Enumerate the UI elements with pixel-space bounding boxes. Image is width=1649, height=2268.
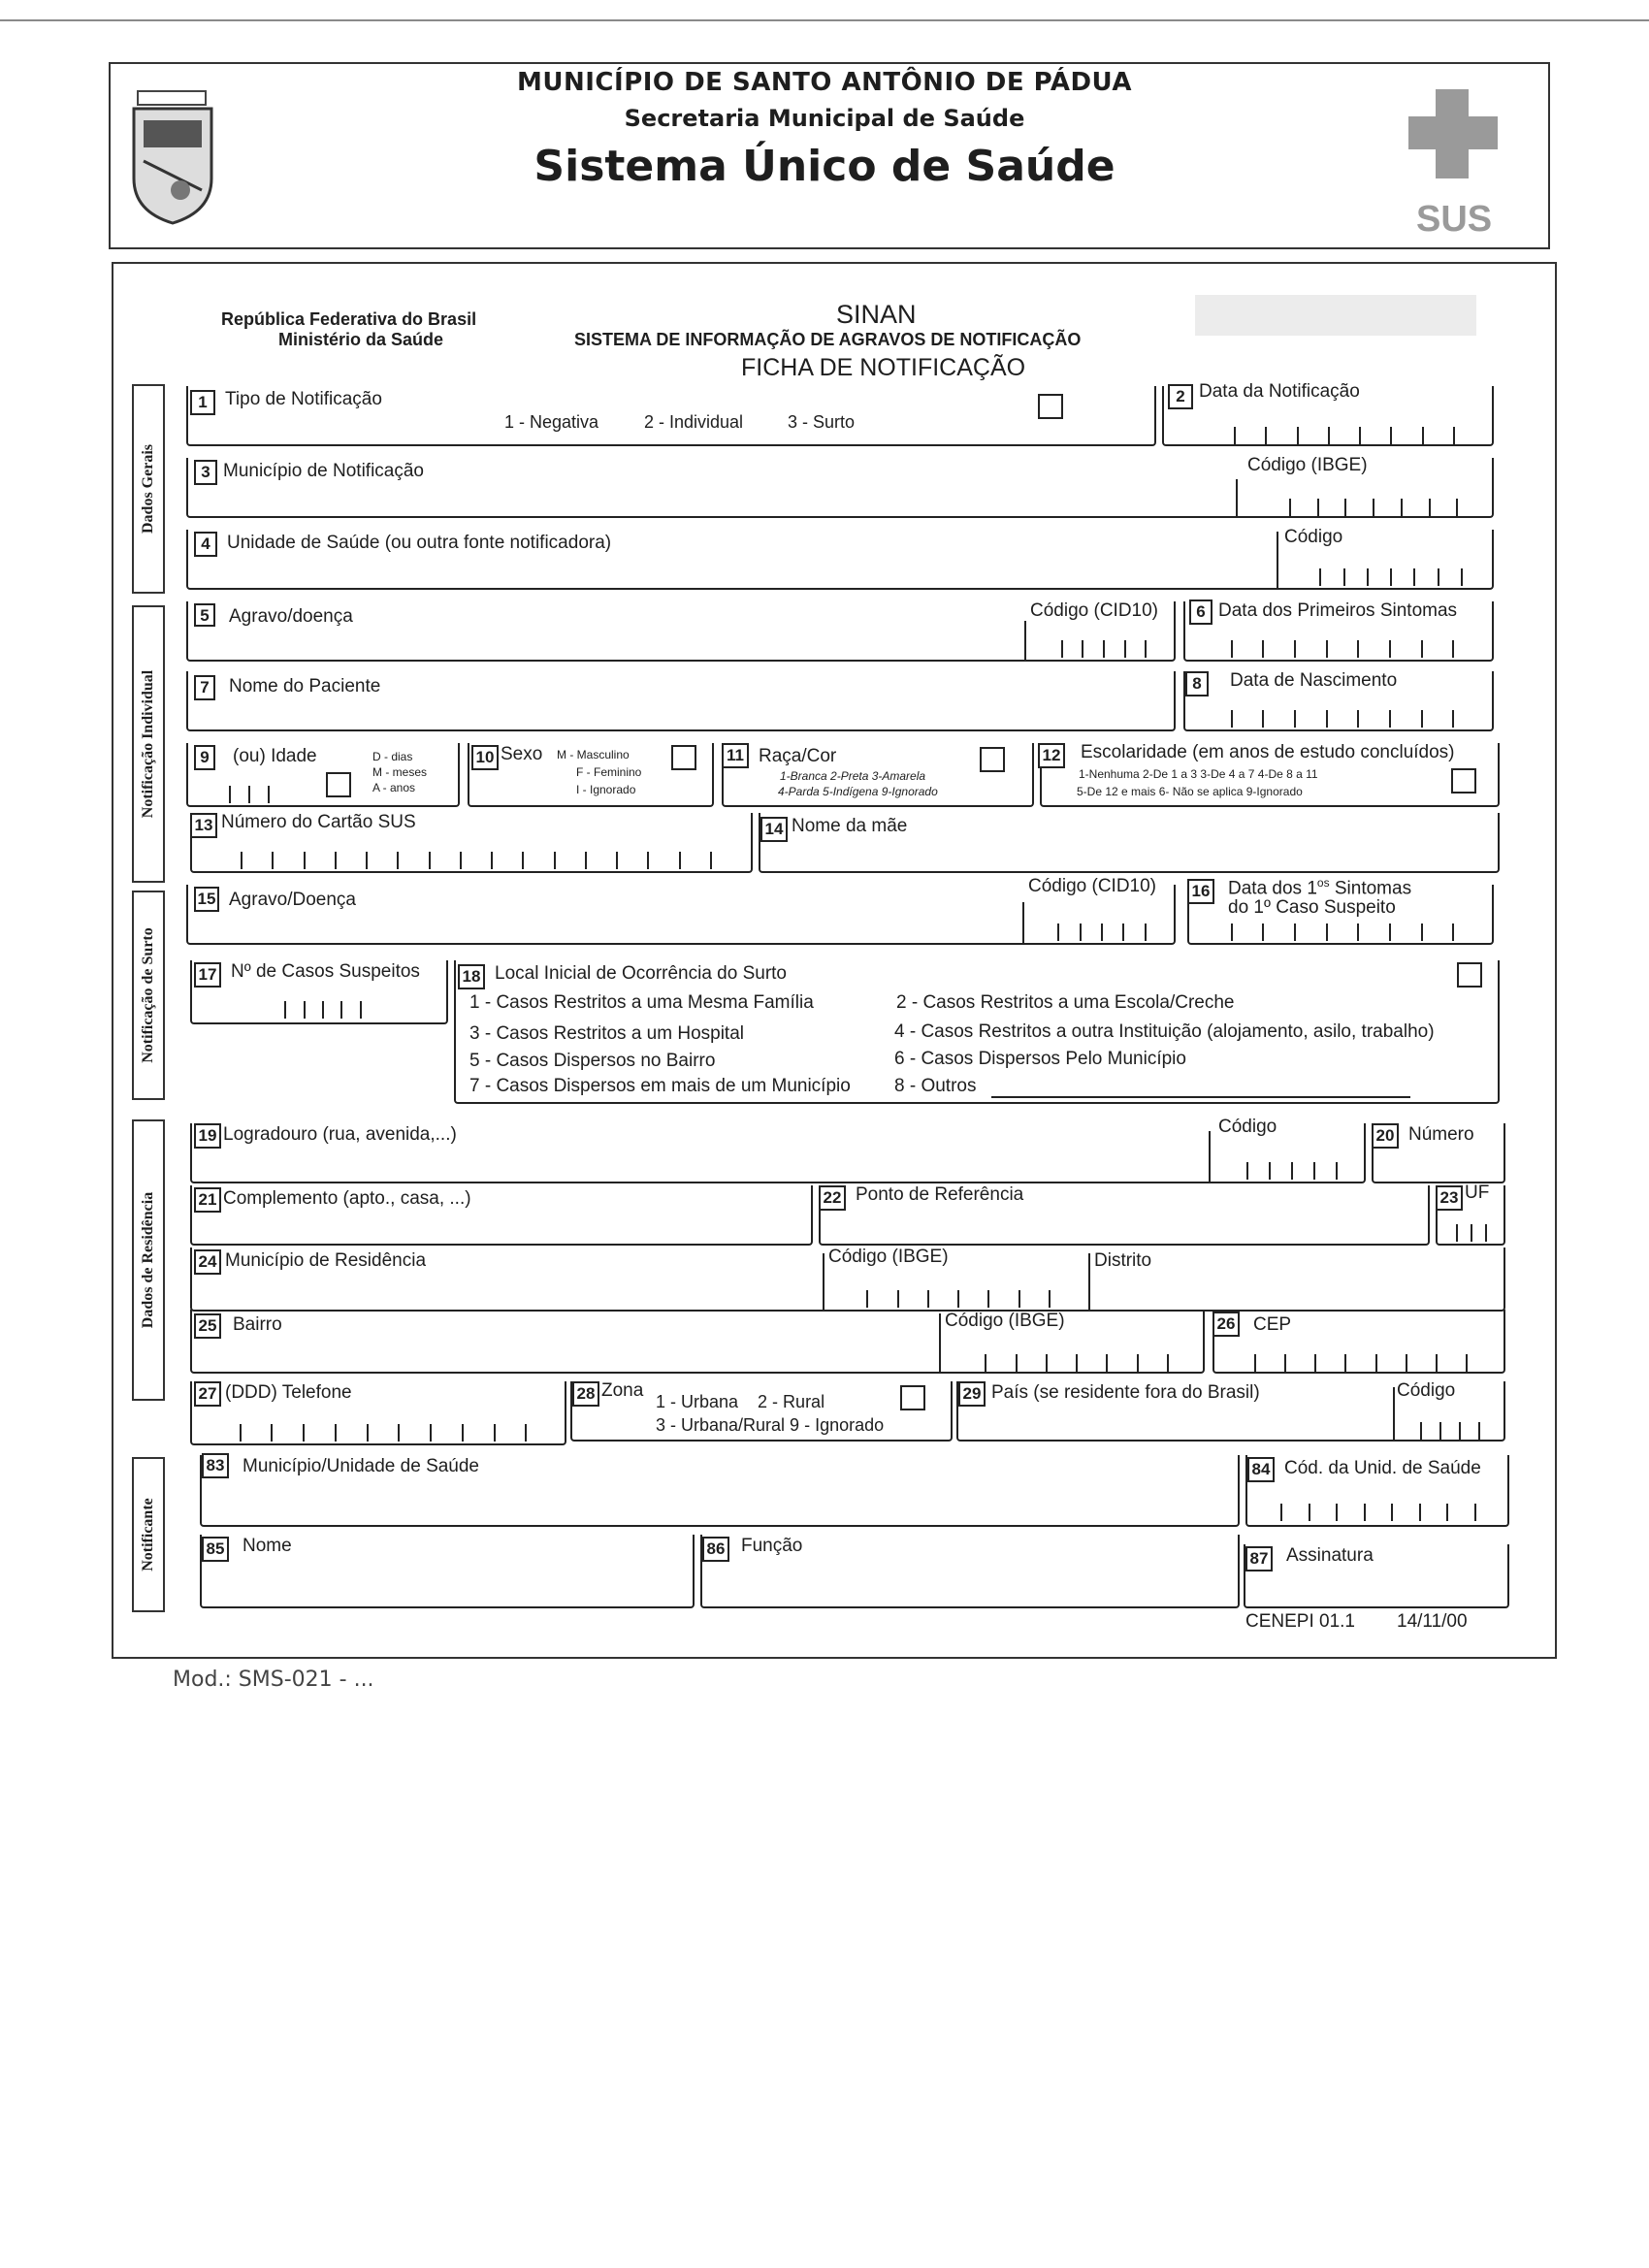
field-number-24: 24 [194,1249,221,1275]
sinan-title: SINAN [836,300,917,329]
zona-options-2: 3 - Urbana/Rural 9 - Ignorado [656,1415,885,1435]
escolaridade-options-1: 1-Nenhuma 2-De 1 a 3 3-De 4 a 7 4-De 8 a 11 [1079,767,1318,781]
local-ocorrencia-label: Local Inicial de Ocorrência do Surto [495,963,787,984]
digit-tick [1137,1354,1139,1372]
digit-tick [1317,499,1319,516]
cep-ticks [1224,1345,1496,1372]
digit-tick [1446,1504,1448,1521]
sexo-option-f: F - Feminino [576,765,642,779]
digit-tick [322,1001,324,1019]
model-reference: Mod.: SMS-021 - ... [173,1668,374,1692]
casos-suspeitos-label: Nº de Casos Suspeitos [231,961,420,982]
uf-ticks [1441,1218,1500,1242]
digit-tick [462,1424,464,1442]
digit-tick [1326,640,1328,658]
ponto-referencia-label: Ponto de Referência [856,1184,1024,1205]
digit-tick [1359,427,1361,444]
digit-tick [248,786,250,803]
field-assinatura[interactable] [1244,1544,1509,1608]
divider [939,1313,941,1374]
field-number-17: 17 [194,962,221,988]
section-dados-gerais: Dados Gerais [132,384,165,594]
digit-tick [1336,1504,1338,1521]
zona-checkbox[interactable] [900,1385,925,1410]
digit-tick [987,1290,989,1308]
digit-tick [957,1290,959,1308]
digit-tick [1269,1162,1271,1180]
codigo-ibge-ticks [1261,491,1484,516]
data-nascimento-label: Data de Nascimento [1230,670,1398,691]
digit-tick [1326,923,1328,941]
digit-tick [1265,427,1267,444]
field-number-86: 86 [702,1537,729,1562]
outros-line[interactable] [991,1096,1410,1098]
field-number-28: 28 [572,1381,599,1407]
municipio-unidade-label: Município/Unidade de Saúde [242,1456,480,1476]
digit-tick [1057,923,1059,941]
digit-tick [1452,923,1454,941]
digit-tick [1336,1162,1338,1180]
digit-tick [1294,923,1296,941]
local-option-7: 7 - Casos Dispersos em mais de um Município [469,1076,851,1096]
cep-label: CEP [1253,1314,1292,1335]
codigo-label: Código [1284,527,1343,547]
digit-tick [1234,427,1236,444]
divider [823,1253,824,1312]
nascimento-date-ticks [1199,702,1484,728]
digit-tick [229,786,231,803]
digit-tick [1474,1504,1476,1521]
digit-tick [985,1354,986,1372]
field-number-3: 3 [194,460,217,485]
codigo-cid10-label: Código (CID10) [1030,600,1158,621]
digit-tick [271,1424,273,1442]
digit-tick [284,1001,286,1019]
local-option-1: 1 - Casos Restritos a uma Mesma Família [469,992,814,1013]
digit-tick [430,1424,432,1442]
field-number-23: 23 [1436,1185,1463,1211]
digit-tick [1344,499,1346,516]
field-number-16: 16 [1187,879,1214,904]
digit-tick [1390,568,1392,586]
field-number-9: 9 [194,745,215,770]
digit-tick [1389,640,1391,658]
digit-tick [304,852,306,869]
digit-tick [1466,1354,1468,1372]
field-number-27: 27 [194,1381,221,1407]
telefone-label: (DDD) Telefone [225,1382,352,1403]
digit-tick [1167,1354,1169,1372]
field-number-25: 25 [194,1313,221,1339]
digit-tick [1319,568,1321,586]
digit-tick [1061,640,1063,658]
digit-tick [335,1424,337,1442]
sus-cross-logo [1405,83,1502,180]
local-option-2: 2 - Casos Restritos a uma Escola/Creche [896,992,1235,1013]
agravo-surto-label: Agravo/Doença [229,890,356,910]
sexo-label: Sexo [501,744,543,764]
digit-tick [1280,1504,1282,1521]
digit-tick [397,852,399,869]
digit-tick [1314,1354,1316,1372]
codigo-ibge-label: Código (IBGE) [1247,455,1368,475]
digit-tick [1485,1224,1487,1242]
data-sintomas-surto-label: Data dos $1^{os}$ Sintomas [1228,876,1412,899]
municipality-title: MUNICÍPIO DE SANTO ANTÔNIO DE PÁDUA [517,68,1132,97]
codigo-ibge-bairro-ticks [954,1345,1197,1372]
bairro-label: Bairro [233,1314,282,1335]
field-number-83: 83 [202,1453,229,1478]
digit-tick [1122,923,1124,941]
digit-tick [1422,427,1424,444]
digit-tick [1262,640,1264,658]
field-number-15: 15 [194,887,219,912]
codigo-pais-ticks [1401,1414,1498,1440]
tipo-option-3: 3 - Surto [788,412,856,432]
digit-tick [1080,923,1082,941]
digit-tick [1452,640,1454,658]
codigo-logradouro-label: Código [1218,1117,1277,1137]
digit-tick [1313,1162,1315,1180]
pais-label: País (se residente fora do Brasil) [991,1382,1260,1403]
field-number-4: 4 [194,532,217,557]
tipo-option-1: 1 - Negativa [504,412,599,432]
data-notificacao-label: Data da Notificação [1199,381,1360,402]
logradouro-label: Logradouro (rua, avenida,...) [223,1124,457,1145]
digit-tick [1231,640,1233,658]
sintomas-date-ticks [1199,632,1484,658]
digit-tick [360,1001,362,1019]
idade-unit-checkbox[interactable] [326,772,351,797]
codigo-ibge-bairro-label: Código (IBGE) [945,1311,1065,1331]
digit-tick [1421,923,1423,941]
agravo-doenca-label: Agravo/doença [229,606,353,627]
digit-tick [1294,640,1296,658]
distrito-label: Distrito [1094,1250,1152,1271]
digit-tick [1145,923,1147,941]
cenepi-code: CENEPI 01.1 [1245,1611,1355,1632]
digit-tick [1461,568,1463,586]
field-number-85: 85 [202,1537,229,1562]
digit-tick [679,852,681,869]
digit-tick [494,1424,496,1442]
cid10-ticks [1040,632,1166,658]
digit-tick [1103,640,1105,658]
digit-tick [1439,1422,1441,1440]
field-number-10: 10 [471,745,499,770]
digit-tick [1406,1354,1407,1372]
field-number-21: 21 [194,1187,221,1213]
field-number-7: 7 [194,675,215,700]
digit-tick [1344,1354,1346,1372]
raca-cor-checkbox[interactable] [980,747,1005,772]
digit-tick [1459,1422,1461,1440]
section-notificacao-surto: Notificação de Surto [132,891,165,1100]
data-primeiros-sintomas-label: Data dos Primeiros Sintomas [1218,600,1458,621]
divider [1393,1387,1395,1442]
digit-tick [710,852,712,869]
digit-tick [1262,710,1264,728]
digit-tick [1421,710,1423,728]
digit-tick [1231,710,1233,728]
digit-tick [1419,1504,1421,1521]
digit-tick [1106,1354,1108,1372]
codigo-ticks [1296,561,1484,586]
data-notificacao-ticks [1203,417,1484,444]
digit-tick [491,852,493,869]
digit-tick [1453,427,1455,444]
assinatura-label: Assinatura [1286,1545,1374,1566]
municipio-notificacao-label: Município de Notificação [223,461,424,481]
digit-tick [1452,710,1454,728]
nome-mae-label: Nome da mãe [792,816,908,836]
numero-label: Número [1408,1124,1474,1145]
cid10-surto-ticks [1036,916,1166,941]
digit-tick [1429,499,1431,516]
digit-tick [1478,1422,1480,1440]
codigo-logradouro-ticks [1224,1154,1358,1180]
digit-tick [1049,1290,1051,1308]
codigo-cid10-surto-label: Código (CID10) [1028,876,1156,896]
digit-tick [1082,640,1083,658]
zona-label: Zona [601,1380,644,1401]
gov-line1: República Federativa do Brasil [221,309,477,329]
digit-tick [335,852,337,869]
codigo-pais-label: Código [1397,1380,1456,1401]
digit-tick [1420,1422,1422,1440]
field-number-19: 19 [194,1123,221,1149]
codigo-ibge-residencia-ticks [836,1280,1079,1308]
digit-tick [897,1290,899,1308]
sexo-checkbox[interactable] [671,745,696,770]
funcao-label: Função [741,1536,803,1556]
digit-tick [340,1001,342,1019]
field-number-8: 8 [1185,671,1209,697]
field-number-5: 5 [194,603,215,627]
local-option-3: 3 - Casos Restritos a um Hospital [469,1023,744,1044]
digit-tick [1231,923,1233,941]
field-number-18: 18 [458,964,485,989]
top-rule [0,19,1649,21]
digit-tick [525,1424,527,1442]
form-title: FICHA DE NOTIFICAÇÃO [741,354,1026,381]
field-number-2: 2 [1168,384,1193,409]
field-number-11: 11 [722,743,749,768]
nome-paciente-label: Nome do Paciente [229,676,381,697]
digit-tick [366,852,368,869]
casos-suspeitos-ticks [266,995,378,1019]
secretariat-title: Secretaria Municipal de Saúde [624,105,1025,132]
digit-tick [927,1290,929,1308]
digit-tick [460,852,462,869]
digit-tick [1364,1504,1366,1521]
raca-cor-label: Raça/Cor [759,746,837,766]
digit-tick [304,1001,306,1019]
field-number-12: 12 [1038,743,1065,768]
local-option-4: 4 - Casos Restritos a outra Instituição (alojamento, asilo, trabalho) [894,1021,1435,1042]
digit-tick [1309,1504,1310,1521]
field-number-84: 84 [1247,1457,1275,1482]
form-version-date: 14/11/00 [1397,1611,1468,1632]
codigo-ibge-residencia-label: Código (IBGE) [828,1247,949,1267]
digit-tick [367,1424,369,1442]
digit-tick [1357,923,1359,941]
digit-tick [1421,640,1423,658]
digit-tick [241,852,242,869]
digit-tick [1326,710,1328,728]
idade-unit-anos: A - anos [372,781,416,794]
digit-tick [1357,640,1359,658]
form-number-box[interactable] [1195,295,1476,336]
sexo-option-m: M - Masculino [557,748,630,761]
digit-tick [1124,640,1126,658]
field-number-14: 14 [760,817,788,842]
telefone-ticks [208,1414,557,1442]
digit-tick [1297,427,1299,444]
digit-tick [616,852,618,869]
digit-tick [1456,1224,1458,1242]
digit-tick [1391,1504,1393,1521]
field-number-6: 6 [1189,599,1212,625]
digit-tick [1456,499,1458,516]
system-title: SISTEMA DE INFORMAÇÃO DE AGRAVOS DE NOTIFICAÇÃO [574,330,1082,349]
digit-tick [1145,640,1147,658]
digit-tick [1343,568,1345,586]
field-number-87: 87 [1245,1546,1273,1571]
data-sintomas-surto-label2: do 1º Caso Suspeito [1228,897,1396,918]
cod-unidade-ticks [1253,1494,1502,1521]
escolaridade-checkbox[interactable] [1451,768,1476,794]
digit-tick [272,852,274,869]
digit-tick [1294,710,1296,728]
local-option-5: 5 - Casos Dispersos no Bairro [469,1051,716,1071]
digit-tick [1262,923,1264,941]
digit-tick [1471,1224,1472,1242]
gov-line2: Ministério da Saúde [278,330,444,349]
divider [1209,1131,1211,1183]
digit-tick [1367,568,1369,586]
sus-logo-text: SUS [1416,199,1493,240]
tipo-notificacao-checkbox[interactable] [1038,394,1063,419]
nome-notificante-label: Nome [242,1536,292,1556]
local-option-8: 8 - Outros [894,1076,977,1096]
sus-title: Sistema Único de Saúde [534,142,1116,191]
idade-ticks [210,784,287,803]
surto-date-ticks [1199,916,1484,941]
digit-tick [1438,568,1439,586]
idade-label: (ou) Idade [233,746,317,766]
digit-tick [1375,1354,1377,1372]
digit-tick [1046,1354,1048,1372]
digit-tick [647,852,649,869]
divider [1277,532,1278,588]
escolaridade-label: Escolaridade (em anos de estudo concluídos) [1081,742,1455,762]
digit-tick [1401,499,1403,516]
digit-tick [1389,923,1391,941]
idade-unit-meses: M - meses [372,765,428,779]
field-number-1: 1 [190,390,215,415]
digit-tick [554,852,556,869]
divider [1022,902,1024,945]
section-notificante: Notificante [132,1457,165,1612]
digit-tick [1373,499,1374,516]
digit-tick [1284,1354,1286,1372]
divider [1088,1253,1090,1312]
tipo-option-2: 2 - Individual [644,412,744,432]
digit-tick [429,852,431,869]
escolaridade-options-2: 5-De 12 e mais 6- Não se aplica 9-Ignorado [1077,785,1303,798]
cod-unidade-label: Cód. da Unid. de Saúde [1284,1458,1481,1478]
uf-label: UF [1465,1183,1490,1203]
field-number-13: 13 [190,813,217,838]
field-number-20: 20 [1372,1123,1399,1149]
zona-options-1: 1 - Urbana 2 - Rural [656,1392,825,1411]
digit-tick [1254,1354,1256,1372]
local-ocorrencia-checkbox[interactable] [1457,962,1482,988]
digit-tick [1436,1354,1438,1372]
digit-tick [1289,499,1291,516]
cartao-sus-ticks [210,844,741,869]
digit-tick [1101,923,1103,941]
field-number-29: 29 [958,1381,986,1407]
digit-tick [303,1424,305,1442]
digit-tick [1018,1290,1020,1308]
digit-tick [1291,1162,1293,1180]
digit-tick [585,852,587,869]
digit-tick [1390,427,1392,444]
field-number-26: 26 [1212,1312,1240,1337]
unidade-saude-label: Unidade de Saúde (ou outra fonte notificadora) [227,533,612,553]
digit-tick [1389,710,1391,728]
municipio-residencia-label: Município de Residência [225,1250,427,1271]
digit-tick [1076,1354,1078,1372]
digit-tick [1413,568,1415,586]
digit-tick [1328,427,1330,444]
idade-unit-dias: D - dias [372,750,413,763]
raca-options-2: 4-Parda 5-Indígena 9-Ignorado [778,785,938,798]
sexo-option-i: I - Ignorado [576,783,636,796]
complemento-label: Complemento (apto., casa, ...) [223,1188,471,1209]
digit-tick [1357,710,1359,728]
field-number-22: 22 [819,1185,846,1211]
section-dados-residencia: Dados de Residência [132,1119,165,1401]
digit-tick [1016,1354,1018,1372]
tipo-notificacao-label: Tipo de Notificação [225,389,382,409]
cartao-sus-label: Número do Cartão SUS [221,812,416,832]
digit-tick [268,786,270,803]
raca-options-1: 1-Branca 2-Preta 3-Amarela [780,769,926,783]
digit-tick [398,1424,400,1442]
digit-tick [866,1290,868,1308]
digit-tick [240,1424,242,1442]
divider [1236,479,1238,518]
digit-tick [522,852,524,869]
local-option-6: 6 - Casos Dispersos Pelo Município [894,1049,1186,1069]
divider [1024,621,1026,662]
section-notificacao-individual: Notificação Individual [132,605,165,883]
digit-tick [1246,1162,1248,1180]
